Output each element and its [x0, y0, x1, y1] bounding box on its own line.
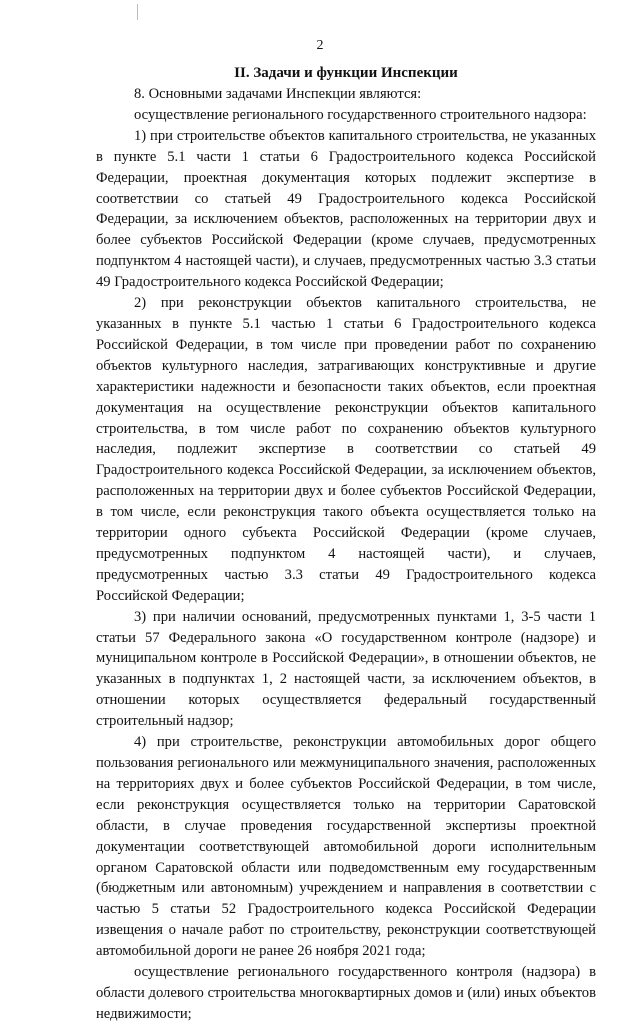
section-title: II. Задачи и функции Инспекции — [234, 65, 458, 81]
paragraph-shared-construction: осуществление регионального государственного контроля (надзора) в области долевого строительства многоквартирных домов и (или) иных объектов недвижимости; — [96, 964, 596, 1022]
paragraph-construction-supervision: осуществление регионального государственного строительного надзора: — [134, 106, 587, 123]
paragraph-item-2: 2) при реконструкции объектов капитального строительства, не указанных в пункте 5.1 частью 1 статьи 6 Градостроительного кодекса Российской Федерации, в том числе при проведении работ по сохранению объектов культурного наследия, затрагивающих конструктивные и другие характеристики надежности и безопасности таких объектов, если проектная документация на осуществление реконструкции объектов капитального строительства, в том числе работ по сохранению объектов культурного наследия, подлежит экспертизе в соответствии со статьей 49 Градостроительного кодекса Российской Федерации, за исключением объектов, расположенных на территории двух и более субъектов Российской Федерации, в том числе, если реконструкция такого объекта осуществляется только на территории одного субъекта Российской Федерации (кроме случаев, предусмотренных подпунктом 4 настоящей части), и случаев, предусмотренных частью 3.3 статьи 49 Градостроительного кодекса Российской Федерации; — [96, 295, 596, 604]
paragraph-item-1: 1) при строительстве объектов капитального строительства, не указанных в пункте 5.1 части 1 статьи 6 Градостроительного кодекса Российской Федерации, проектная документация которых подлежит экспертизе в соответствии со статьей 49 Градостроительного кодекса Российской Федерации, за исключением объектов, расположенных на территории двух и более субъектов Российской Федерации (кроме случаев, предусмотренных подпунктом 4 настоящей части), и случаев, предусмотренных частью 3.3 статьи 49 Градостроительного кодекса Российской Федерации; — [96, 127, 596, 291]
paragraph-item-3: 3) при наличии оснований, предусмотренных пунктами 1, 3-5 части 1 статьи 57 Федерального закона «О государственном контроле (надзоре) и муниципальном контроле в Российской Федерации», в отношении объектов, не указанных в подпунктах 1, 2 настоящей части, за исключением объектов, в отношении которых осуществляется федеральный государственный строительный надзор; — [96, 608, 596, 730]
document-body — [96, 84, 596, 1025]
page-number: 2 — [316, 38, 324, 53]
scan-artifact-line — [137, 4, 138, 20]
paragraph-tasks-intro: 8. Основными задачами Инспекции являются: — [134, 86, 422, 102]
paragraph-item-4: 4) при строительстве, реконструкции автомобильных дорог общего пользования регионального или межмуниципального значения, расположенных на территориях двух и более субъектов Российской Федерации, в том числе, если реконструкция осуществляется только на территории Саратовской области, в случае проведения государственной экспертизы проектной документации соответствующей автомобильной дороги исполнительным органом Саратовской области или подведомственным ему государственным (бюджетным или автономным) учреждением и направления в соответствии с частью 5 статьи 52 Градостроительного кодекса Российской Федерации извещения о начале работ по строительству, реконструкции соответствующей автомобильной дороги не ранее 26 ноября 2021 года; — [96, 734, 596, 960]
